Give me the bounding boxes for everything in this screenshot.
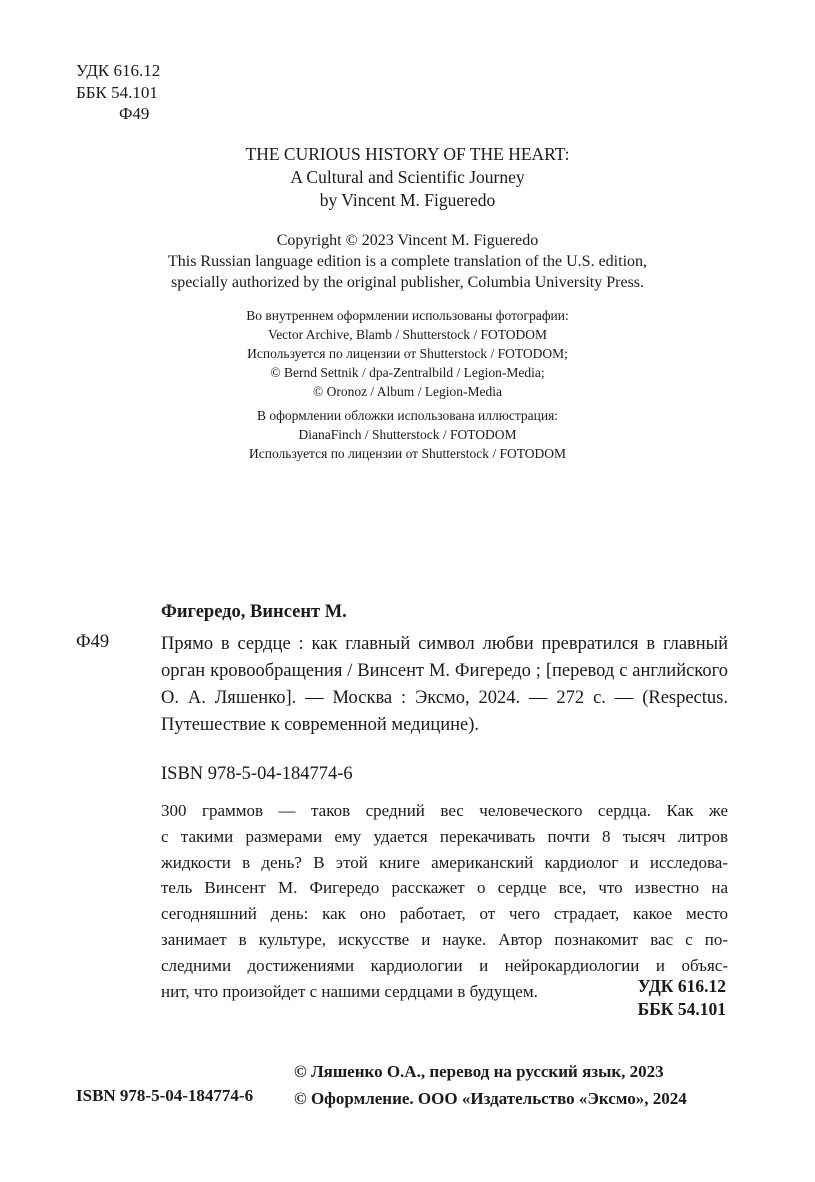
udk-code: УДК 616.12: [637, 976, 726, 996]
photo-credits: [0, 306, 815, 463]
translation-copyright: © Ляшенко О.А., перевод на русский язык, 2023: [294, 1062, 664, 1081]
original-byline: by Vincent M. Figueredo: [319, 190, 496, 210]
abstract-line: нит, что произойдет с нашими сердцами в будущем.: [161, 981, 538, 1001]
bottom-classification-codes: [638, 975, 726, 1021]
catalog-description: [161, 631, 728, 739]
abstract-line: занимает в культуре, искусстве и науке. Автор познакомит вас с по-: [161, 929, 728, 949]
abstract-line: тель Винсент М. Фигередо расскажет о сердце все, что известно на: [161, 878, 728, 898]
udk-code: УДК 616.12: [76, 61, 161, 80]
abstract-line: жидкости в день? В этой книге американский кардиолог и исследова-: [161, 852, 728, 872]
catalog-description-text: Прямо в сердце : как главный символ любви превратился в главный орган кровообращения / Винсент М. Фигередо ; [перевод с английского О. А. Ляшенко]. — Москва : Эксмо, 2024. — 272 с. — (Respectus. Путешествие к современной медицине).: [161, 634, 728, 735]
book-abstract: [161, 798, 728, 1004]
catalog-author-mark: Ф49: [76, 632, 110, 652]
credit-line: В оформлении обложки использована иллюстрация:: [256, 408, 559, 423]
credit-line: Используется по лицензии от Shutterstock / FOTODOM;: [247, 346, 568, 361]
interior-credits: [0, 306, 815, 401]
bbk-code: ББК 54.101: [76, 82, 158, 102]
original-title: THE CURIOUS HISTORY OF THE HEART:: [245, 144, 570, 164]
credit-line: Используется по лицензии от Shutterstock / FOTODOM: [249, 446, 566, 461]
bottom-isbn: ISBN 978-5-04-184774-6: [76, 1086, 254, 1105]
authorization-line: specially authorized by the original publisher, Columbia University Press.: [170, 274, 645, 291]
catalog-author-heading: Фигередо, Винсент М.: [161, 602, 347, 622]
original-title-block: [0, 143, 815, 212]
abstract-line: с такими размерами ему удается перекачивать почти 8 тысяч литров: [161, 826, 728, 846]
copyright-notice: [0, 230, 815, 293]
bbk-code: ББК 54.101: [637, 999, 726, 1019]
abstract-line: 300 граммов — таков средний вес человеческого сердца. Как же: [161, 801, 728, 820]
abstract-line: следними достижениями кардиологии и нейрокардиологии и объяс-: [161, 955, 728, 975]
design-copyright: © Оформление. ООО «Издательство «Эксмо», 2024: [294, 1089, 687, 1108]
top-classification-codes: [76, 60, 160, 125]
cover-credits: [0, 406, 815, 463]
credit-line: © Oronoz / Album / Legion-Media: [312, 384, 503, 399]
credit-line: © Bernd Settnik / dpa-Zentralbild / Legion-Media;: [270, 365, 545, 380]
credit-line: DianaFinch / Shutterstock / FOTODOM: [298, 427, 517, 442]
publisher-copyrights: [294, 1058, 687, 1112]
edition-line: This Russian language edition is a complete translation of the U.S. edition,: [167, 253, 648, 270]
catalog-isbn: ISBN 978-5-04-184774-6: [161, 764, 353, 784]
abstract-line: сегодняшний день: как оно работает, от чего страдает, какое место: [161, 904, 728, 924]
credit-line: Vector Archive, Blamb / Shutterstock / FOTODOM: [267, 327, 548, 342]
copyright-line: Copyright © 2023 Vincent M. Figueredo: [276, 232, 539, 249]
author-mark: Ф49: [119, 104, 150, 123]
original-subtitle: A Cultural and Scientific Journey: [290, 167, 525, 187]
credit-line: Во внутреннем оформлении использованы фотографии:: [246, 308, 569, 323]
